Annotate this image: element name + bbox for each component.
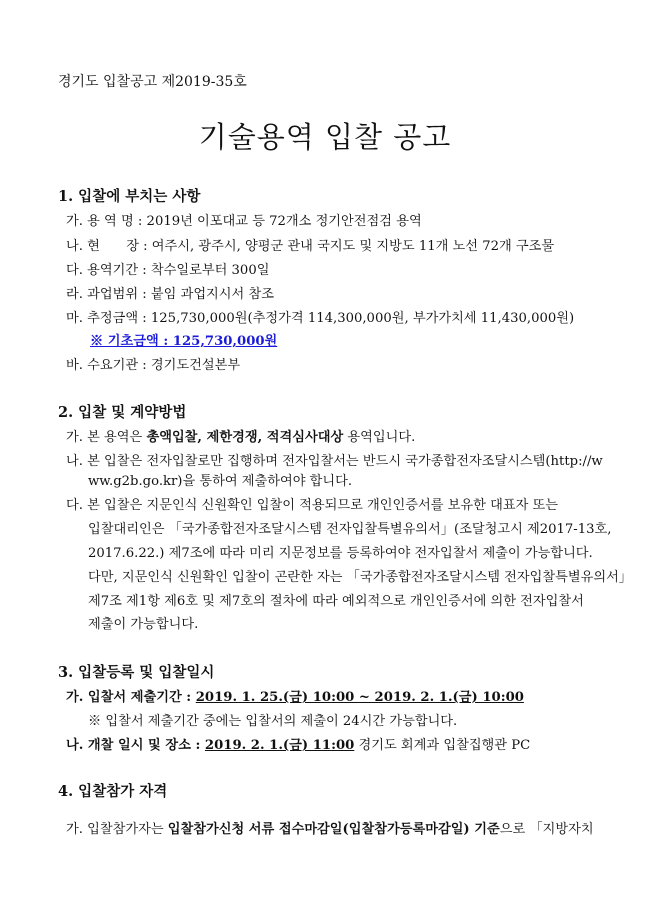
section2-ga-prefix: 가. 본 용역은 <box>66 430 147 445</box>
section3-note: ※ 입찰서 제출기간 중에는 입찰서의 제출이 24시간 가능합니다. <box>88 714 458 729</box>
section1-item-period: 다. 용역기간 : 착수일로부터 300일 <box>66 263 270 278</box>
section1-item-site: 나. 현 장 : 여주시, 광주시, 양평군 관내 국지도 및 지방도 11개 노선 72개 구조물 <box>66 239 555 254</box>
section2-da-line-6: 제출이 가능합니다. <box>88 617 199 632</box>
section1-item-estimated-price: 마. 추정금액 : 125,730,000원(추정가격 114,300,000원, 부가가치세 11,430,000원) <box>66 311 575 326</box>
section3-heading: 3. 입찰등록 및 입찰일시 <box>58 664 215 681</box>
section4-ga-prefix: 가. 입찰참가자는 <box>66 822 168 837</box>
opening-datetime: 2019. 2. 1.(금) 11:00 <box>204 738 355 753</box>
section2-da-line-3: 2017.6.22.) 제7조에 따라 미리 지문정보를 등록하여야 전자입찰서 제출이 가능합니다. <box>88 546 593 561</box>
doc-number: 경기도 입찰공고 제2019-35호 <box>58 74 247 90</box>
section2-na-line-2: ww.g2b.go.kr)을 통하여 제출하여야 합니다. <box>88 474 353 489</box>
section1-heading: 1. 입찰에 부치는 사항 <box>58 188 201 205</box>
section4-ga-bold: 입찰참가신청 서류 접수마감일(입찰참가등록마감일) 기준 <box>167 822 500 837</box>
section2-ga-suffix: 용역입니다. <box>343 430 416 445</box>
section2-da-line-5: 제7조 제1항 제6호 및 제7호의 절차에 따라 예외적으로 개인인증서에 의한 전자입찰서 <box>88 594 584 609</box>
section2-da-line-4: 다만, 지문인식 신원확인 입찰이 곤란한 자는 「국가종합전자조달시스템 전자입찰특별유의서」 <box>88 570 632 585</box>
opening-label: 나. 개찰 일시 및 장소 : <box>66 738 205 753</box>
page-title: 기술용역 입찰 공고 <box>198 120 452 154</box>
section4-ga-suffix: 으로 「지방자치 <box>499 822 594 837</box>
section2-da-line-1: 다. 본 입찰은 지문인식 신원확인 입찰이 적용되므로 개인인증서를 보유한 대표자 또는 <box>66 498 558 513</box>
section2-heading: 2. 입찰 및 계약방법 <box>58 404 187 421</box>
section2-da-line-2: 입찰대리인은 「국가종합전자조달시스템 전자입찰특별유의서」(조달청고시 제2017-13호, <box>88 522 612 537</box>
section1-item-agency: 바. 수요기관 : 경기도건설본부 <box>66 358 241 373</box>
opening-place: 경기도 회계과 입찰집행관 PC <box>354 738 531 753</box>
section2-na-line-1: 나. 본 입찰은 전자입찰로만 집행하며 전자입찰서는 반드시 국가종합전자조달시스템(http://w <box>66 454 603 469</box>
section4-heading: 4. 입찰참가 자격 <box>58 783 168 800</box>
submission-period-label: 가. 입찰서 제출기간 : <box>66 690 196 705</box>
submission-period-value: 2019. 1. 25.(금) 10:00 ~ 2019. 2. 1.(금) 10:00 <box>195 690 524 705</box>
section3-item-opening <box>66 734 530 753</box>
section3-item-submission-period <box>66 686 524 705</box>
section2-ga-bold: 총액입찰, 제한경쟁, 적격심사대상 <box>146 430 344 445</box>
section1-item-service-name: 가. 용 역 명 : 2019년 이포대교 등 72개소 정기안전점검 용역 <box>66 214 422 229</box>
section4-item-ga <box>66 818 594 837</box>
base-price: ※ 기초금액 : 125,730,000원 <box>90 334 278 349</box>
section1-item-scope: 라. 과업범위 : 붙임 과업지시서 참조 <box>66 287 274 302</box>
section2-item-ga <box>66 426 415 445</box>
